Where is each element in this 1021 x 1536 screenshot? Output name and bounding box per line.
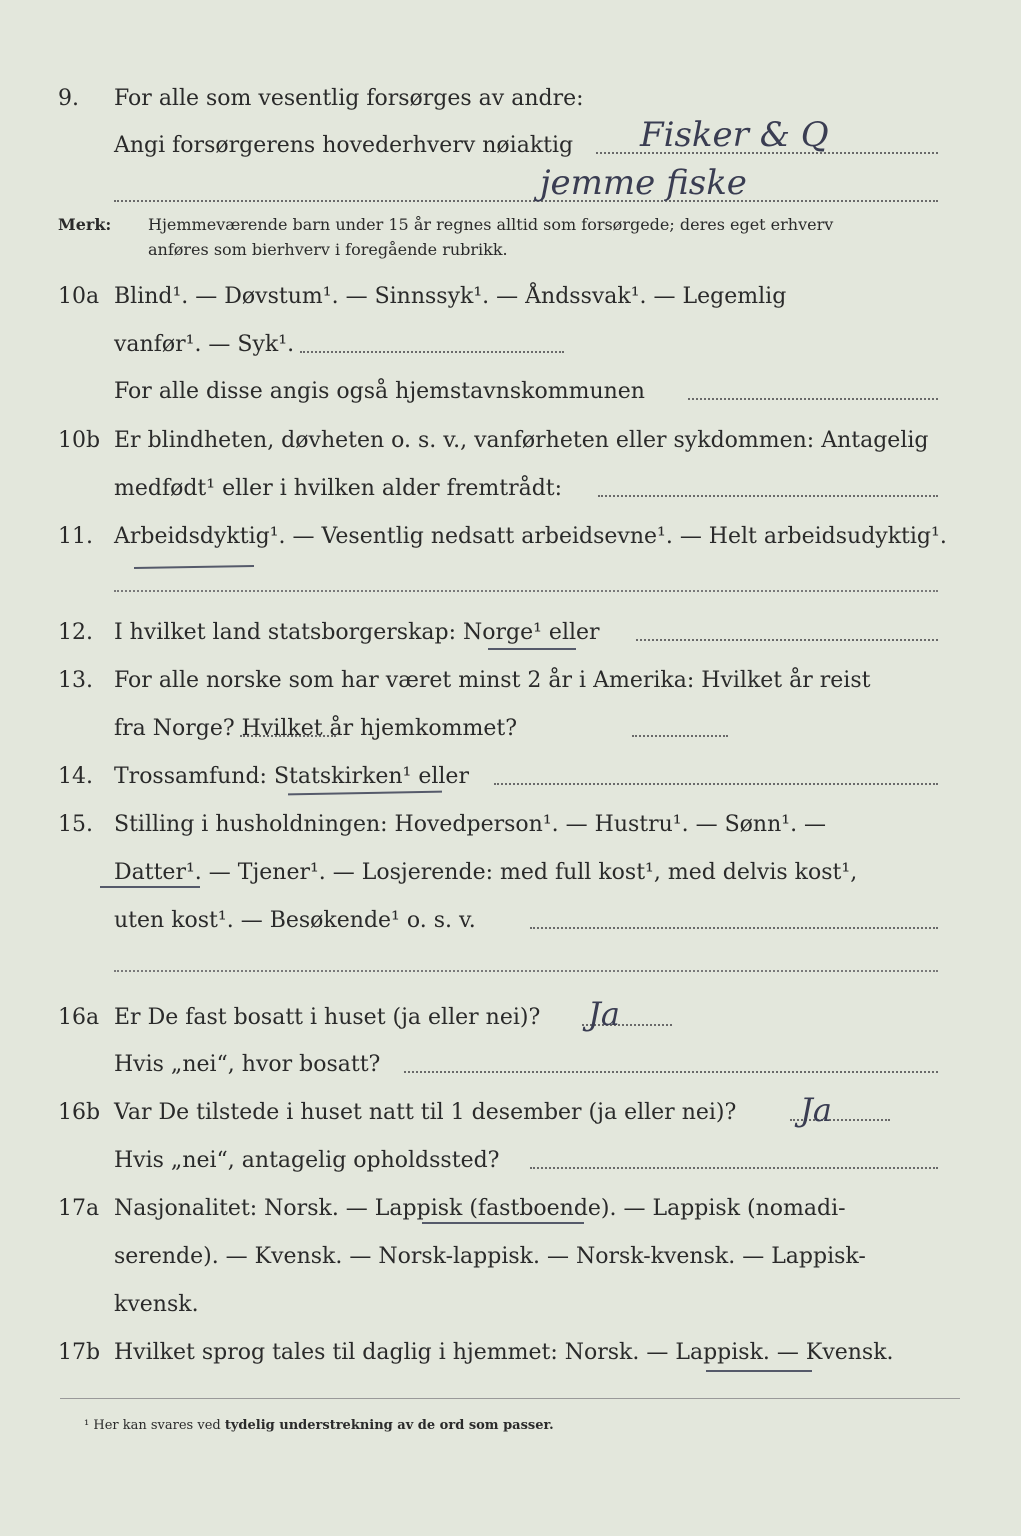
item-number: 10b <box>58 428 101 453</box>
handwritten-underline <box>706 1370 812 1372</box>
question-text: serende). — Kvensk. — Norsk-lappisk. — Norsk-kvensk. — Lappisk- <box>114 1244 866 1269</box>
answer-line <box>530 1167 938 1169</box>
answer-line <box>114 200 938 202</box>
item-number: 16a <box>58 1005 100 1030</box>
question-text: Hvis „nei“, antagelig opholdssted? <box>114 1148 500 1173</box>
answer-line <box>530 927 938 929</box>
question-text: Er blindheten, døvheten o. s. v., vanførheten eller sykdommen: Antagelig <box>114 428 929 453</box>
answer-line <box>404 1071 938 1073</box>
item-number: 17a <box>58 1196 100 1221</box>
handwritten-underline <box>488 648 576 650</box>
handwritten-answer: Ja <box>800 1091 832 1129</box>
question-text: Er De fast bosatt i huset (ja eller nei)? <box>114 1005 541 1030</box>
item-number: 15. <box>58 812 93 837</box>
question-text: uten kost¹. — Besøkende¹ o. s. v. <box>114 908 476 933</box>
footnote-marker: ¹ <box>84 1418 90 1433</box>
question-text: Nasjonalitet: Norsk. — Lappisk (fastboende). — Lappisk (nomadi- <box>114 1196 846 1221</box>
item-number: 11. <box>58 524 93 549</box>
question-text: Hvilket sprog tales til daglig i hjemmet: Norsk. — Lappisk. — Kvensk. <box>114 1340 894 1365</box>
handwritten-answer: Ja <box>588 995 620 1033</box>
question-text: fra Norge? Hvilket år hjemkommet? <box>114 716 517 741</box>
item-number: 16b <box>58 1100 101 1125</box>
handwritten-underline <box>422 1222 584 1224</box>
handwritten-underline <box>100 886 200 888</box>
item-number: 14. <box>58 764 93 789</box>
question-text: Angi forsørgerens hovederhverv nøiaktig <box>114 133 574 158</box>
item-number: 17b <box>58 1340 101 1365</box>
question-text: For alle norske som har været minst 2 år i Amerika: Hvilket år reist <box>114 668 871 693</box>
question-text: kvensk. <box>114 1292 199 1317</box>
answer-line <box>636 639 938 641</box>
question-text: Blind¹. — Døvstum¹. — Sinnssyk¹. — Åndssvak¹. — Legemlig <box>114 284 787 309</box>
answer-line <box>114 590 938 592</box>
handwritten-underline <box>288 791 442 796</box>
answer-line <box>300 351 564 353</box>
question-text: medfødt¹ eller i hvilken alder fremtrådt: <box>114 476 563 501</box>
item-number: 13. <box>58 668 93 693</box>
answer-line <box>598 495 938 497</box>
question-text: For alle som vesentlig forsørges av andre: <box>114 86 584 111</box>
question-text: Trossamfund: Statskirken¹ eller <box>114 764 469 789</box>
question-text: I hvilket land statsborgerskap: Norge¹ eller <box>114 620 600 645</box>
handwritten-answer: jemme fiske <box>540 163 747 203</box>
footnote-bold-text: tydelig understrekning av de ord som passer. <box>224 1418 554 1433</box>
handwritten-underline <box>134 565 254 569</box>
answer-line <box>632 735 728 737</box>
question-text: Datter¹. — Tjener¹. — Losjerende: med full kost¹, med delvis kost¹, <box>114 860 858 885</box>
note-text: Hjemmeværende barn under 15 år regnes alltid som forsørgede; deres eget erhverv <box>148 215 834 234</box>
answer-line <box>240 735 336 737</box>
note-label: Merk: <box>58 215 112 234</box>
answer-line <box>114 970 938 972</box>
answer-line <box>494 783 938 785</box>
answer-line <box>688 398 938 400</box>
footnote-text: Her kan svares ved <box>93 1418 221 1433</box>
item-number: 12. <box>58 620 93 645</box>
footnote-divider <box>60 1398 960 1399</box>
item-number: 9. <box>58 86 79 111</box>
footnote <box>84 1418 554 1433</box>
handwritten-answer: Fisker & Q <box>640 115 829 155</box>
question-text: Var De tilstede i huset natt til 1 desember (ja eller nei)? <box>114 1100 737 1125</box>
question-text: Stilling i husholdningen: Hovedperson¹. — Hustru¹. — Sønn¹. — <box>114 812 827 837</box>
question-text: For alle disse angis også hjemstavnskommunen <box>114 379 645 404</box>
question-text: Hvis „nei“, hvor bosatt? <box>114 1052 381 1077</box>
item-number: 10a <box>58 284 100 309</box>
question-text: vanfør¹. — Syk¹. <box>114 332 295 357</box>
question-text: Arbeidsdyktig¹. — Vesentlig nedsatt arbeidsevne¹. — Helt arbeidsudyktig¹. <box>114 524 947 549</box>
note-text: anføres som bierhverv i foregående rubrikk. <box>148 240 508 259</box>
